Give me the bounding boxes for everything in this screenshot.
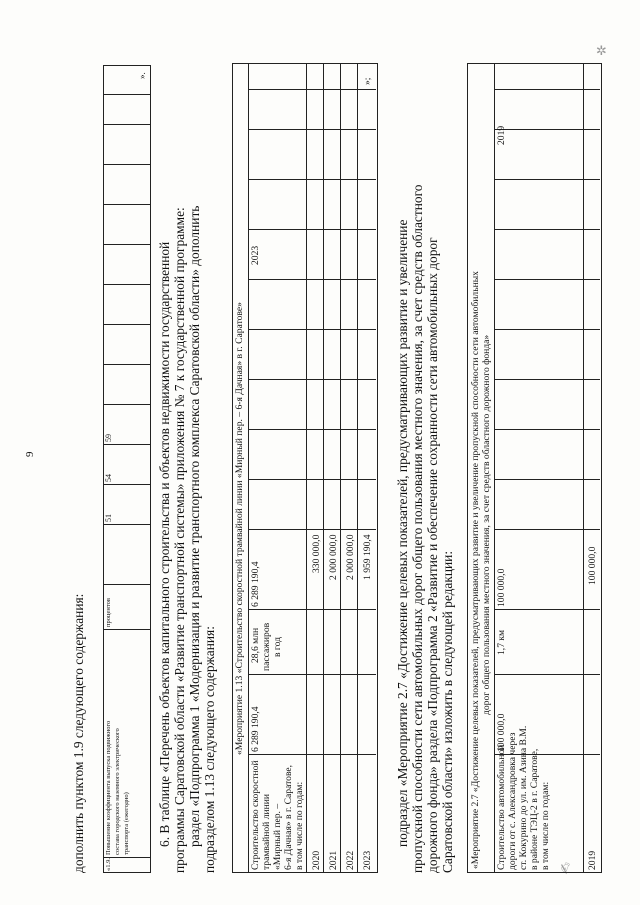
t113-name-l4: 6-я Дачная» в г. Саратове, xyxy=(283,764,294,870)
t27-name-l4: в районе ТЭЦ-2 в г. Саратове, xyxy=(529,748,540,870)
value-54: 54 xyxy=(104,474,113,482)
t113-row-2023: 2023 xyxy=(362,850,373,870)
intro-line: дополнить пунктом 1.9 следующего содержания: xyxy=(71,593,86,873)
t113-effect-l1: 28,6 млн xyxy=(250,627,261,663)
para6-line3: раздел «Подпрограмма 1 «Модернизация и развитие транспортного комплекса Саратовской области» дополнить xyxy=(187,205,202,847)
t27-amount: 100 000,0 xyxy=(496,568,507,607)
page-number: 9 xyxy=(24,451,36,457)
t113-value-2021: 2 000 000,0 xyxy=(328,534,339,580)
t27-year: 2019 xyxy=(496,125,507,145)
t113-value-2020: 330 000,0 xyxy=(311,534,322,573)
t27-row-2019: 2019 xyxy=(587,850,598,870)
t113-name-l3: «Мирный пер. – xyxy=(272,803,283,870)
t27-name-l1: Строительство автомобильной xyxy=(496,744,507,870)
para-sub-line2: пропускной способности сети автомобильных дорог общего пользования местного значения, за счет средств областного xyxy=(410,184,425,873)
t27-title-l1: «Мероприятие 2.7 «Достижение целевых показателей, предусматривающих развитие и увеличение пропускной способности сети автомобильных xyxy=(470,271,481,869)
t27-title-l2: дорог общего пользования местного значения, за счет средств областного дорожного фонда» xyxy=(481,334,492,715)
value-59: 59 xyxy=(104,434,113,442)
t113-value-2022: 2 000 000,0 xyxy=(345,534,356,580)
t113-year: 2023 xyxy=(250,245,261,265)
para-sub-line3: дорожного фонда» раздела «Подпрограмма 2 «Развитие и обеспечение сохранности сети автомобильных дорог xyxy=(425,237,440,873)
t27-name-l3: ст. Кокурино до ул. им. Азина В.М. xyxy=(518,725,529,870)
unit-label: процентов xyxy=(105,598,112,627)
t113-row-2020: 2020 xyxy=(311,850,322,870)
table113-title: «Мероприятие 1.13 «Строительство скоростной трамвайной линии «Мирный пер. – 6-я Дачная» в г. Саратове» xyxy=(234,302,245,755)
t113-value-2023: 1 959 190,4 xyxy=(362,534,373,580)
handwritten-mark-icon: ✍ xyxy=(556,859,576,877)
value-51: 51 xyxy=(104,514,113,522)
row-number: «1.9. xyxy=(105,858,112,871)
t113-name-l1: Строительство скоростной xyxy=(250,760,261,870)
t113-name-l2: трамвайной линии xyxy=(261,793,272,870)
t27-value-2019: 100 000,0 xyxy=(587,546,598,585)
indicator-line-3: транспорта (ежегодно) xyxy=(123,792,130,855)
para-sub-line4: Саратовской области» изложить в следующей редакции: xyxy=(440,550,455,873)
para6-line2: программы Саратовской области «Развитие транспортной системы» приложения № 7 к государственной программе: xyxy=(172,207,187,873)
t113-row-2022: 2022 xyxy=(345,850,356,870)
t113-closing: »; xyxy=(362,77,373,85)
t113-row-2021: 2021 xyxy=(328,850,339,870)
corner-stamp-icon: ✲ xyxy=(596,44,607,59)
para6-line4: подразделом 1.13 следующего содержания: xyxy=(202,626,217,873)
t113-amount: 6 289 190,4 xyxy=(250,561,261,607)
indicator-line-2: состава городского наземного электрического xyxy=(114,728,121,855)
closing-quote: ». xyxy=(137,72,147,79)
para6-line1: 6. В таблице «Перечень объектов капитального строительства и объектов недвижимости государственной xyxy=(157,241,172,847)
t113-name-l5: в том числе по годам: xyxy=(294,781,305,870)
t113-effect-l3: в год xyxy=(272,636,283,657)
indicator-line-1: Повышение коэффициента выпуска подвижного xyxy=(105,720,112,855)
t27-length: 1,7 км xyxy=(496,629,507,655)
para-sub-line1: подраздел «Мероприятие 2.7 «Достижение целевых показателей, предусматривающих развитие и увеличение xyxy=(395,219,410,847)
t27-total: 100 000,0 xyxy=(496,713,507,752)
t113-total: 6 289 190,4 xyxy=(250,706,261,752)
t27-name-l2: дороги от с. Александровка через xyxy=(507,732,518,870)
t113-effect-l2: пассажиров xyxy=(261,622,272,671)
t27-name-l5: в том числе по годам: xyxy=(540,781,551,870)
